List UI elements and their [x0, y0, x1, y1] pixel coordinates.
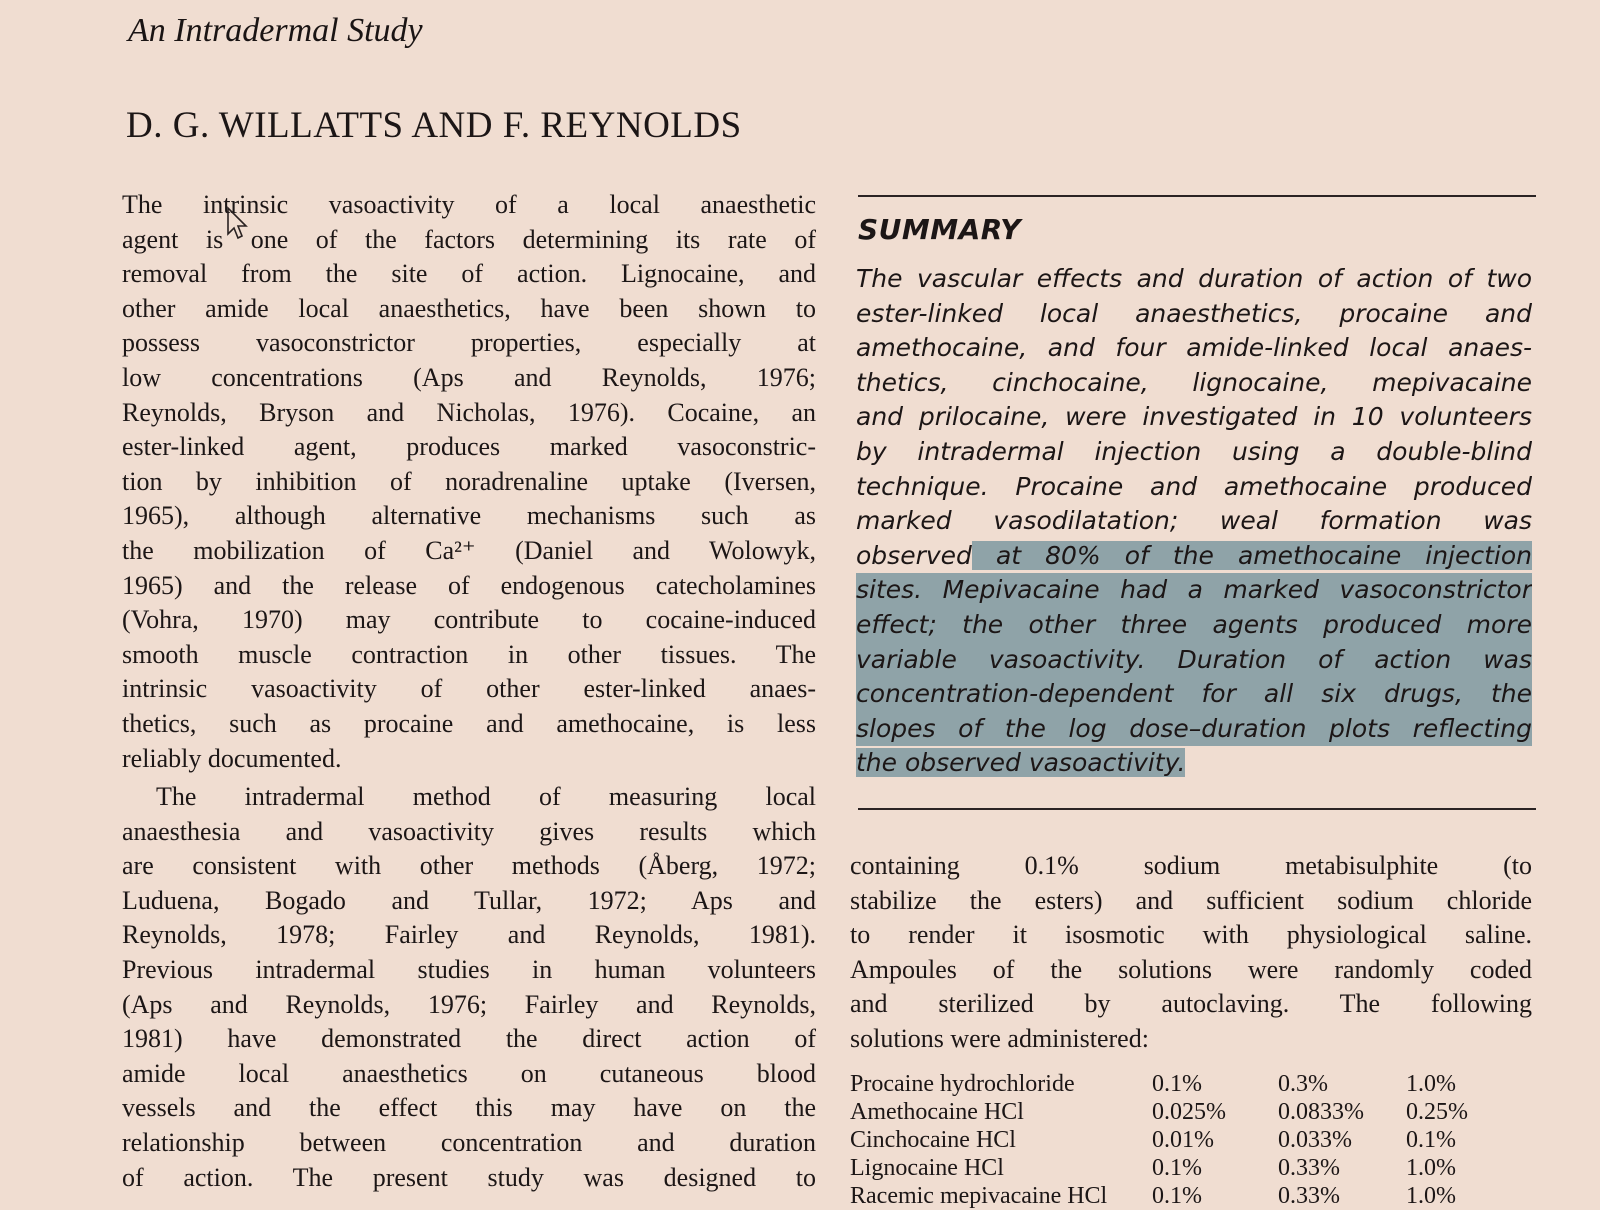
summary-bottom-rule: [858, 808, 1536, 810]
text-line: solutions were administered:: [850, 1023, 1149, 1053]
table-cell: 0.025%: [1152, 1099, 1226, 1125]
summary-line-highlighted[interactable]: sites. Mepivacaine had a marked vasoconstrictor: [856, 573, 1532, 608]
summary-line-highlighted[interactable]: concentration-dependent for all six drugs, the: [856, 677, 1532, 712]
text-line: and sterilized by autoclaving. The following: [850, 989, 1532, 1019]
intro-paragraph-1: [122, 188, 816, 776]
summary-line: ester-linked local anaesthetics, procaine and: [856, 298, 1532, 328]
table-cell: 1.0%: [1406, 1183, 1456, 1209]
text-line: to render it isosmotic with physiological saline.: [850, 920, 1532, 950]
text-line: (Vohra, 1970) may contribute to cocaine-induced: [122, 605, 816, 635]
table-cell: 0.0833%: [1278, 1099, 1364, 1125]
text-line: 1965) and the release of endogenous catecholamines: [122, 570, 816, 600]
text-line: Luduena, Bogado and Tullar, 1972; Aps and: [122, 885, 816, 915]
text-line: agent is one of the factors determining its rate of: [122, 224, 816, 254]
mouse-cursor-icon: [226, 206, 248, 240]
table-cell: Cinchocaine HCl: [850, 1127, 1016, 1153]
summary-line-text: the observed vasoactivity.: [856, 748, 1186, 778]
table-cell: 0.33%: [1278, 1183, 1340, 1209]
text-line: Ampoules of the solutions were randomly coded: [850, 954, 1532, 984]
summary-body: [856, 262, 1532, 781]
summary-line: technique. Procaine and amethocaine produced: [856, 471, 1532, 501]
summary-line-highlighted[interactable]: slopes of the log dose–duration plots reflecting: [856, 712, 1532, 747]
authors: D. G. WILLATTS AND F. REYNOLDS: [126, 105, 742, 146]
table-cell: Lignocaine HCl: [850, 1155, 1004, 1181]
summary-line: thetics, cinchocaine, lignocaine, mepivacaine: [856, 367, 1532, 397]
text-line: of action. The present study was designed to: [122, 1162, 816, 1192]
text-line: possess vasoconstrictor properties, especially at: [122, 328, 816, 358]
text-line: the mobilization of Ca²⁺ (Daniel and Wolowyk,: [122, 535, 816, 565]
summary-line-highlighted[interactable]: variable vasoactivity. Duration of action was: [856, 643, 1532, 678]
table-cell: 0.01%: [1152, 1127, 1214, 1153]
text-line: are consistent with other methods (Åberg, 1972;: [122, 851, 816, 881]
text-line: Reynolds, Bryson and Nicholas, 1976). Cocaine, an: [122, 397, 816, 427]
methods-paragraph: [850, 849, 1532, 1057]
summary-heading: SUMMARY: [858, 213, 1022, 246]
table-cell: 0.3%: [1278, 1071, 1328, 1097]
text-line: tion by inhibition of noradrenaline uptake (Iversen,: [122, 466, 816, 496]
summary-line-highlighted[interactable]: [856, 746, 1532, 781]
summary-line-text: observed: [856, 540, 972, 570]
summary-top-rule: [858, 195, 1536, 197]
text-line: low concentrations (Aps and Reynolds, 1976;: [122, 362, 816, 392]
summary-line: by intradermal injection using a double-blind: [856, 436, 1532, 466]
table-cell: 0.33%: [1278, 1155, 1340, 1181]
table-cell: 0.1%: [1152, 1155, 1202, 1181]
table-cell: 1.0%: [1406, 1071, 1456, 1097]
text-line: Reynolds, 1978; Fairley and Reynolds, 1981).: [122, 920, 816, 950]
summary-line: The vascular effects and duration of action of two: [856, 264, 1532, 293]
text-line: removal from the site of action. Lignocaine, and: [122, 259, 816, 289]
summary-line: marked vasodilatation; weal formation was: [856, 506, 1532, 536]
text-line: 1965), although alternative mechanisms such as: [122, 501, 816, 531]
text-line: The intrinsic vasoactivity of a local anaesthetic: [122, 190, 816, 219]
text-line: relationship between concentration and duration: [122, 1127, 816, 1157]
text-line: containing 0.1% sodium metabisulphite (to: [850, 851, 1532, 880]
summary-line-text: [856, 541, 1532, 570]
table-cell: 1.0%: [1406, 1155, 1456, 1181]
table-cell: 0.25%: [1406, 1099, 1468, 1125]
intro-paragraph-2: [122, 780, 816, 1195]
text-line: anaesthesia and vasoactivity gives results which: [122, 816, 816, 846]
table-cell: 0.033%: [1278, 1127, 1352, 1153]
text-line: (Aps and Reynolds, 1976; Fairley and Reynolds,: [122, 989, 816, 1019]
text-line: The intradermal method of measuring local: [156, 782, 816, 811]
text-line: ester-linked agent, produces marked vasoconstric-: [122, 432, 816, 462]
summary-line: and prilocaine, were investigated in 10 volunteers: [856, 402, 1532, 432]
summary-line-highlighted[interactable]: effect; the other three agents produced more: [856, 608, 1532, 643]
summary-line-text: at 80% of the amethocaine injection: [971, 540, 1532, 570]
table-cell: 0.1%: [1152, 1071, 1202, 1097]
text-line: amide local anaesthetics on cutaneous blood: [122, 1058, 816, 1088]
text-line: Previous intradermal studies in human volunteers: [122, 954, 816, 984]
text-line: vessels and the effect this may have on the: [122, 1093, 816, 1123]
text-line: other amide local anaesthetics, have been shown to: [122, 293, 816, 323]
summary-line-highlighted[interactable]: [856, 539, 1532, 574]
text-line: stabilize the esters) and sufficient sodium chloride: [850, 885, 1532, 915]
table-cell: Amethocaine HCl: [850, 1099, 1024, 1125]
table-cell: Racemic mepivacaine HCl: [850, 1183, 1108, 1209]
text-line: thetics, such as procaine and amethocaine, is less: [122, 708, 816, 738]
text-line: reliably documented.: [122, 743, 342, 773]
table-cell: 0.1%: [1152, 1183, 1202, 1209]
running-title: An Intradermal Study: [128, 12, 423, 49]
table-cell: 0.1%: [1406, 1127, 1456, 1153]
summary-line: amethocaine, and four amide-linked local anaes-: [856, 333, 1532, 363]
text-line: intrinsic vasoactivity of other ester-linked anaes-: [122, 674, 816, 704]
table-cell: Procaine hydrochloride: [850, 1071, 1075, 1097]
text-line: smooth muscle contraction in other tissues. The: [122, 639, 816, 669]
text-line: 1981) have demonstrated the direct action of: [122, 1024, 816, 1054]
